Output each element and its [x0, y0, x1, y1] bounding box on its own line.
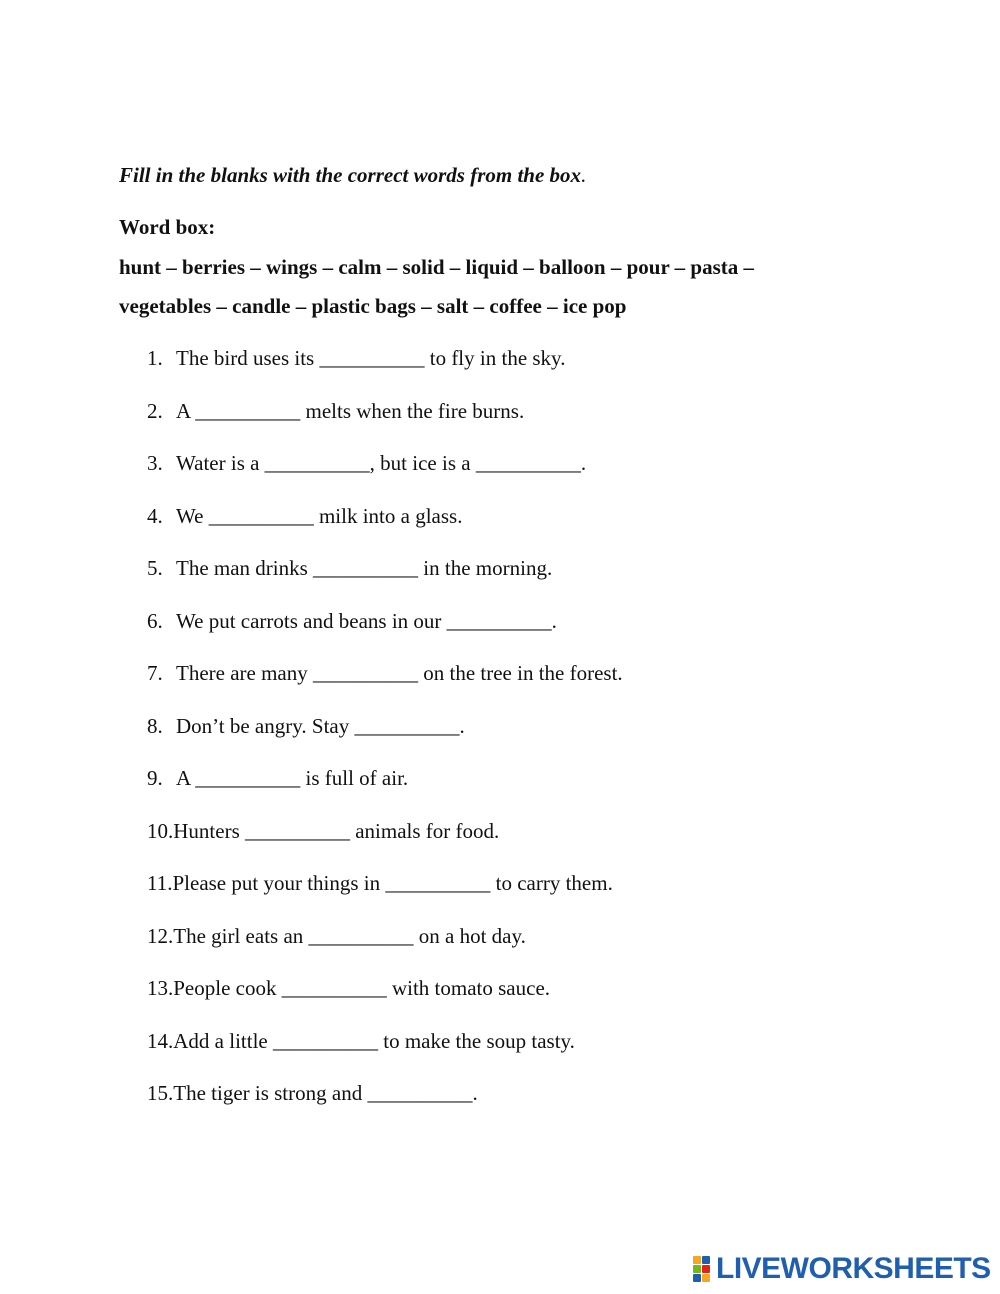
logo-square	[693, 1265, 701, 1273]
question-text: There are many __________ on the tree in the forest.	[176, 661, 623, 685]
question-number: 6.	[147, 608, 163, 633]
question-item	[147, 924, 623, 977]
question-number: 8.	[147, 713, 163, 738]
question-number: 13.	[147, 976, 174, 1000]
question-item	[147, 609, 623, 662]
question-text: We __________ milk into a glass.	[176, 503, 463, 528]
logo-square	[702, 1256, 710, 1264]
logo-square	[693, 1274, 701, 1282]
instruction	[119, 163, 586, 188]
question-number: 11.	[147, 871, 173, 895]
question-number: 12.	[147, 923, 174, 948]
question-text: The man drinks __________ in the morning.	[176, 556, 553, 580]
question-item	[147, 556, 623, 609]
question-number: 9.	[147, 766, 163, 790]
question-item	[147, 871, 623, 924]
question-number: 3.	[147, 451, 163, 475]
question-item	[147, 346, 623, 399]
question-number: 15.	[147, 1081, 174, 1105]
question-number: 10.	[147, 818, 174, 843]
question-item	[147, 451, 623, 504]
question-text: Hunters __________ animals for food.	[173, 818, 500, 843]
logo-wordmark: LIVEWORKSHEETS	[716, 1252, 991, 1285]
question-text: Please put your things in __________ to carry them.	[172, 871, 613, 895]
question-number: 2.	[147, 398, 163, 423]
question-item	[147, 661, 623, 714]
question-item	[147, 504, 623, 557]
question-item	[147, 766, 623, 819]
logo-square	[702, 1274, 710, 1282]
question-text: A __________ is full of air.	[176, 766, 409, 790]
question-text: Don’t be angry. Stay __________.	[176, 713, 465, 738]
question-text: People cook __________ with tomato sauce.	[173, 976, 551, 1000]
word-box-heading: Word box:	[119, 215, 216, 239]
word-box-line-2: vegetables – candle – plastic bags – salt – coffee – ice pop	[119, 294, 627, 318]
question-text: The tiger is strong and __________.	[173, 1081, 478, 1105]
question-item	[147, 714, 623, 767]
question-number: 14.	[147, 1028, 174, 1053]
question-text: Water is a __________, but ice is a __________.	[176, 451, 587, 475]
question-text: The girl eats an __________ on a hot day.	[173, 923, 526, 948]
question-item	[147, 1029, 623, 1082]
liveworksheets-logo-icon	[693, 1256, 711, 1282]
question-number: 5.	[147, 556, 163, 580]
logo-square	[693, 1256, 701, 1264]
question-text: We put carrots and beans in our __________.	[176, 608, 557, 633]
instruction-text: Fill in the blanks with the correct words from the box	[119, 163, 582, 187]
instruction-period: .	[581, 163, 587, 187]
question-text: A __________ melts when the fire burns.	[176, 398, 525, 423]
question-number: 4.	[147, 503, 163, 528]
question-item	[147, 819, 623, 872]
question-item	[147, 1081, 623, 1134]
question-text: The bird uses its __________ to fly in the sky.	[176, 346, 566, 370]
word-box-line-1: hunt – berries – wings – calm – solid – liquid – balloon – pour – pasta –	[119, 255, 754, 279]
liveworksheets-logo[interactable]	[693, 1252, 991, 1286]
question-item	[147, 976, 623, 1029]
question-list	[147, 346, 623, 1134]
question-number: 1.	[147, 346, 163, 370]
logo-square	[702, 1265, 710, 1273]
question-text: Add a little __________ to make the soup tasty.	[173, 1028, 575, 1053]
question-number: 7.	[147, 661, 163, 685]
question-item	[147, 399, 623, 452]
